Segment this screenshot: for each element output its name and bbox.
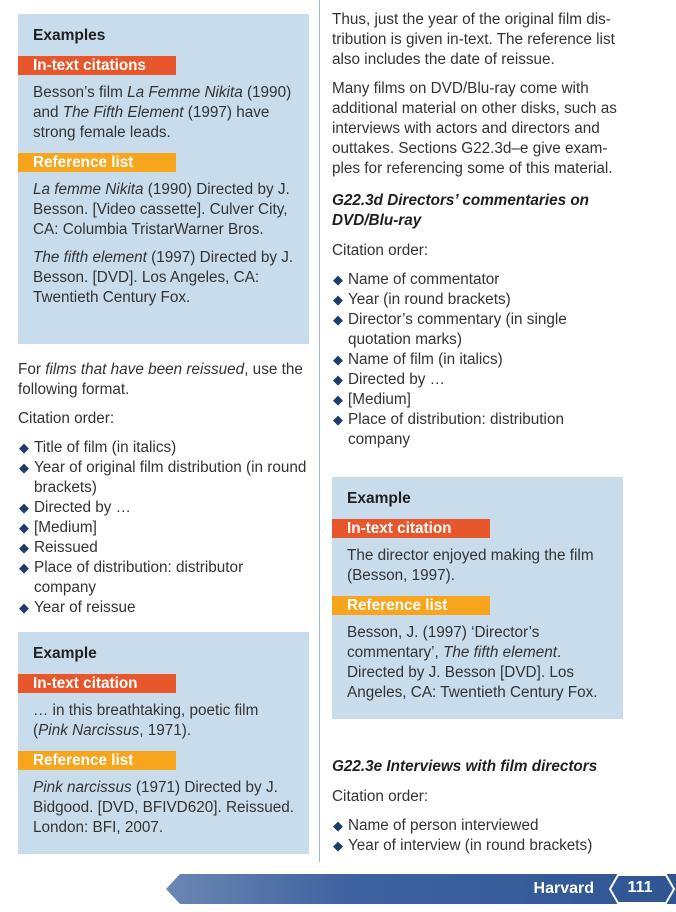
diamond-bullet-icon: ◆ [333,372,343,387]
diamond-bullet-icon: ◆ [333,292,343,307]
diamond-bullet-icon: ◆ [333,312,343,327]
intext-example: The director enjoyed making the film (Besson, 1997). [347,547,594,584]
footer-section-label: Harvard [533,880,594,897]
intext-example: … in this breathtaking, poetic film (Pink Narcissus, 1971). [33,702,259,739]
page-number: 111 [627,879,653,896]
intext-example: Besson’s film La Femme Nikita (1990) and The Fifth Element (1997) have strong female leads. [33,84,292,141]
paragraph: Many films on DVD/Blu-ray come with additional material on other disks, such as interviews with actors and directors and outtakes. Sections G22.3d–e give exam-ples for referencing some of this material. [332,80,617,177]
list-item: ◆ Directed by … [333,371,445,388]
left-column-text [18,360,309,618]
box-title: Example [33,645,97,662]
diamond-bullet-icon: ◆ [19,460,29,475]
reference-example: Besson, J. (1997) ‘Director’s commentary’, The fifth element. Directed by J. Besson [DVD]. Los Angeles, CA: Twentieth Century Fox. [347,624,598,701]
box-title: Examples [33,27,106,44]
diamond-bullet-icon: ◆ [19,520,29,535]
footer-banner [166,872,676,906]
diamond-bullet-icon: ◆ [333,818,343,833]
intext-citations-tag: In-text citations [18,56,176,75]
list-item: ◆ Year of interview (in round brackets) [333,837,593,854]
list-item: ◆ Place of distribution: distribution company [333,411,564,448]
citation-order-label: Citation order: [332,242,429,259]
section-heading-g22-3e: G22.3e Interviews with film directors [332,758,598,775]
reissue-citation-list [18,438,309,618]
diamond-bullet-icon: ◆ [19,600,29,615]
list-item: ◆ Director’s commentary (in single quotation marks) [333,311,567,348]
intext-citation-tag: In-text citation [18,674,176,693]
box-title: Example [347,490,411,507]
right-column-text [332,10,624,450]
list-item: ◆ Title of film (in italics) [19,439,177,456]
diamond-bullet-icon: ◆ [333,272,343,287]
interview-citation-list [332,816,624,856]
list-item: ◆ Name of person interviewed [333,817,539,834]
citation-order-label: Citation order: [332,788,429,805]
paragraph: Thus, just the year of the original film dis-tribution is given in-text. The reference list also includes the date of reissue. [332,11,615,68]
intext-citation-tag: In-text citation [332,519,490,538]
examples-box [18,14,309,344]
column-divider [319,0,320,862]
list-item: ◆ Year (in round brackets) [333,291,511,308]
diamond-bullet-icon: ◆ [333,352,343,367]
list-item: ◆ Place of distribution: distributor company [19,559,244,596]
diamond-bullet-icon: ◆ [19,560,29,575]
diamond-bullet-icon: ◆ [19,540,29,555]
diamond-bullet-icon: ◆ [19,440,29,455]
reference-examples: La femme Nikita (1990) Directed by J. Besson. [Video cassette]. Culver City, CA: Columbia TristarWarner Bros. The fifth element (1997) Directed by J. Besson. [DVD]. Los Angeles, CA: Twentieth Century Fox. [33,181,294,306]
commentary-citation-list [332,270,624,450]
diamond-bullet-icon: ◆ [19,500,29,515]
list-item: ◆ Directed by … [19,499,131,516]
reference-list-tag: Reference list [18,751,176,770]
citation-order-label: Citation order: [18,410,115,427]
reissue-intro: For films that have been reissued, use the following format. [18,361,303,398]
list-item: ◆ Name of commentator [333,271,500,288]
section-g22-3e [332,757,624,856]
list-item: ◆ Year of reissue [19,599,136,616]
example-box-commentary [332,477,623,719]
page-footer [166,872,676,906]
list-item: ◆ Year of original film distribution (in round brackets) [19,459,307,496]
section-heading-g22-3d: G22.3d Directors’ commentaries on DVD/Blu-ray [332,192,590,229]
reference-list-tag: Reference list [18,153,176,172]
list-item: ◆ Reissued [19,539,98,556]
diamond-bullet-icon: ◆ [333,412,343,427]
diamond-bullet-icon: ◆ [333,392,343,407]
example-box-reissue [18,632,309,854]
reference-example: Pink narcissus (1971) Directed by J. Bidgood. [DVD, BFIVD620]. Reissued. London: BFI, 2007. [33,779,295,836]
reference-list-tag: Reference list [332,596,490,615]
list-item: ◆ [Medium] [333,391,411,408]
list-item: ◆ Name of film (in italics) [333,351,503,368]
diamond-bullet-icon: ◆ [333,838,343,853]
list-item: ◆ [Medium] [19,519,97,536]
